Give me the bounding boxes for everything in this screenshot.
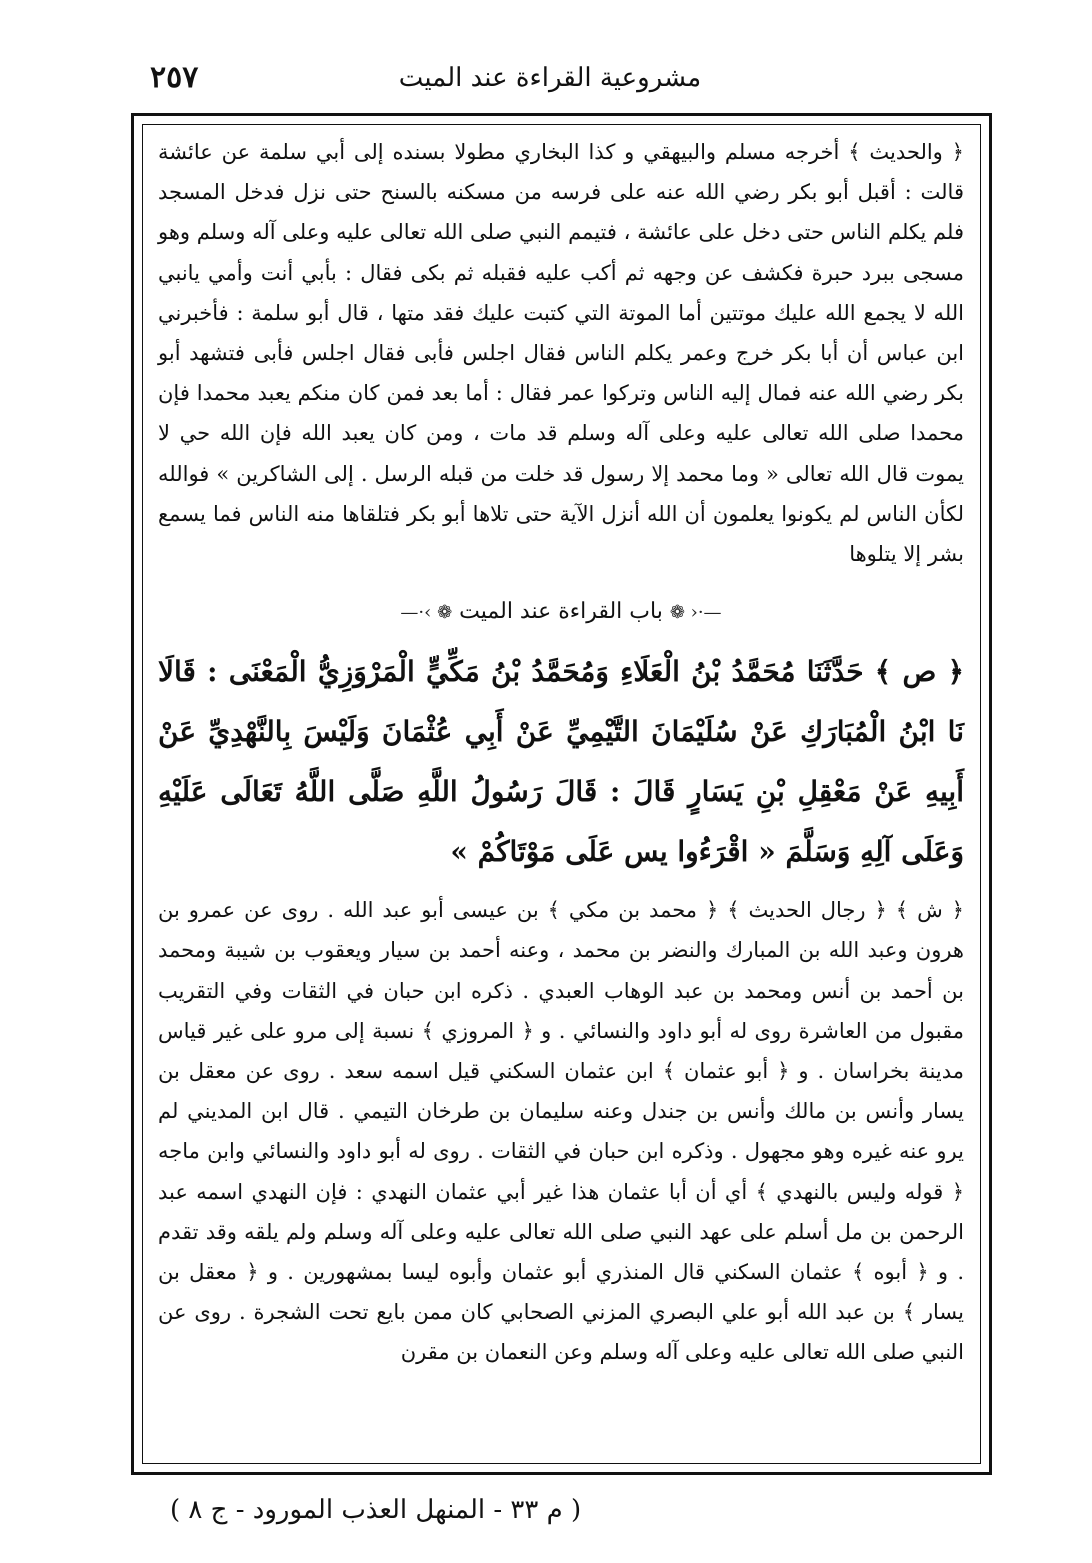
commentary-paragraph: ﴿ ش ﴾ ﴿ رجال الحديث ﴾ ﴿ محمد بن مكي ﴾ بن عيسى أبو عبد الله . روى عن عمرو بن هرون وعبد الله بن المبارك والنضر بن محمد ، وعنه أحمد بن سيار ويعقوب بن شيبة ومحمد بن أحمد بن أنس ومحمد بن عبد الوهاب العبدي . ذكره ابن حبان في الثقات وفي التقريب مقبول من العاشرة روى له أبو داود والنسائي . و ﴿ المروزي ﴾ نسبة إلى مرو على غير قياس مدينة بخراسان . و ﴿ أبو عثمان ﴾ ابن عثمان السكني قيل اسمه سعد . روى عن معقل بن يسار وأنس بن مالك وأنس بن جندل وعنه سليمان بن طرخان التيمي . قال ابن المديني لم يرو عنه غيره وهو مجهول . وذكره ابن حبان في الثقات . روى له أبو داود والنسائي وابن ماجه ﴿ قوله وليس بالنهدي ﴾ أي أن أبا عثمان هذا غير أبي عثمان النهدي : فإن النهدي اسمه عبد الرحمن بن مل أسلم على عهد النبي صلى الله تعالى عليه وعلى آله وسلم ولم يلقه وقد تقدم . و ﴿ أبوه ﴾ عثمان السكني قال المنذري أبو عثمان وأبوه ليسا بمشهورين . و ﴿ معقل بن يسار ﴾ بن عبد الله أبو علي البصري المزني الصحابي كان ممن بايع تحت الشجرة . روى عن النبي صلى الله تعالى عليه وعلى آله وسلم وعن النعمان بن مقرن [158,898,964,1365]
footer-signature: ( م ٣٣ - المنهل العذب المورود - ج ٨ ) [170,1495,582,1525]
running-title: مشروعية القراءة عند الميت [398,63,702,93]
hadith-text: ﴿ ص ﴾ حَدَّثَنَا مُحَمَّدُ بْنُ الْعَلَاءِ وَمُحَمَّدُ بْنُ مَكِّيٍّ الْمَرْوَزِيُّ الْمَعْنَى : قَالَا نَا ابْنُ الْمُبَارَكِ عَنْ سُلَيْمَانَ التَّيْمِيِّ عَنْ أَبِي عُثْمَانَ وَلَيْسَ بِالنَّهْدِيِّ عَنْ أَبِيهِ عَنْ مَعْقِلِ بْنِ يَسَارٍ قَالَ : قَالَ رَسُولُ اللَّهِ صَلَّى اللَّهُ تَعَالَى عَلَيْهِ وَعَلَى آلِهِ وَسَلَّمَ « اقْرَءُوا يس عَلَى مَوْتَاكُمْ » [158,655,965,869]
page-number: ٢٥٧ [150,60,199,95]
section-title: باب القراءة عند الميت [459,599,663,625]
ornament-left-icon: ❁ ›·— [400,602,453,624]
page-body [158,132,964,1373]
section-heading [158,582,964,642]
ornament-right-icon: —·‹ ❁ [669,602,722,624]
page-header [150,56,950,100]
hadith-background-paragraph: ﴿ والحديث ﴾ أخرجه مسلم والبيهقي و كذا البخاري مطولا بسنده إلى أبي سلمة عن عائشة قالت : أقبل أبو بكر رضي الله عنه على فرسه من مسكنه بالسنح حتى نزل فدخل المسجد فلم يكلم الناس حتى دخل على عائشة ، فتيمم النبي صلى الله تعالى عليه وعلى آله وسلم وهو مسجى ببرد حبرة فكشف عن وجهه ثم أكب عليه فقبله ثم بكى فقال : بأبي أنت وأمي يانبي الله لا يجمع الله عليك موتتين أما الموتة التي كتبت عليك فقد متها ، قال أبو سلمة : فأخبرني ابن عباس أن أبا بكر خرج وعمر يكلم الناس فقال اجلس فأبى فقال اجلس فأبى فتشهد أبو بكر رضي الله عنه فمال إليه الناس وتركوا عمر فقال : أما بعد فمن كان منكم يعبد محمدا فإن محمدا صلى الله تعالى عليه وعلى آله وسلم قد مات ، ومن كان يعبد الله فإن الله حي لا يموت قال الله تعالى « وما محمد إلا رسول قد خلت من قبله الرسل . إلى الشاكرين » فوالله لكأن الناس لم يكونوا يعلمون أن الله أنزل الآية حتى تلاها أبو بكر فتلقاها منه الناس فما يسمع بشر إلا يتلوها [158,140,964,567]
page-footer [150,1490,950,1530]
